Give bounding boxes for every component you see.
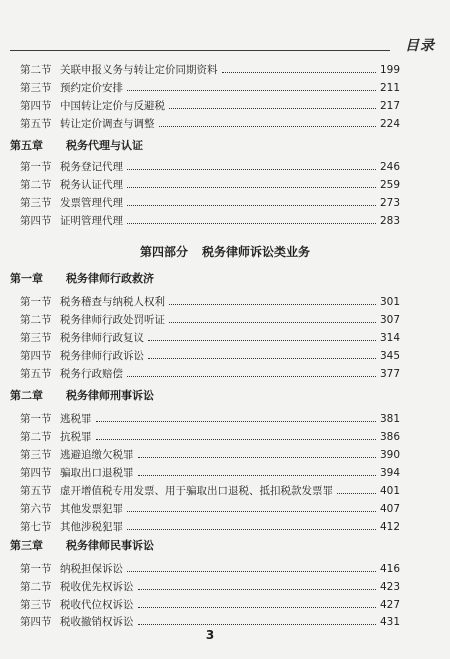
part-heading[interactable] xyxy=(0,244,450,260)
toc-entry[interactable] xyxy=(20,98,400,112)
toc-entry[interactable] xyxy=(20,348,400,362)
part-title: 税务律师诉讼类业务 xyxy=(202,245,311,259)
toc-section-title: 虚开增值税专用发票、用于骗取出口退税、抵扣税款发票罪 xyxy=(60,485,333,497)
toc-section-title: 纳税担保诉讼 xyxy=(60,563,123,575)
toc-page-number: 217 xyxy=(379,100,400,112)
dot-leader xyxy=(159,126,376,127)
toc-section-number: 第六节 xyxy=(20,503,52,515)
toc-page-number: 390 xyxy=(379,449,400,461)
toc-entry[interactable] xyxy=(20,483,400,497)
chapter-title: 税务代理与认证 xyxy=(66,139,143,152)
toc-section-number: 第三节 xyxy=(20,332,52,344)
toc-section-number: 第七节 xyxy=(20,521,52,533)
toc-entry[interactable] xyxy=(20,411,400,425)
chapter-title: 税务律师民事诉讼 xyxy=(66,539,154,552)
dot-leader xyxy=(127,187,376,188)
toc-page-number: 401 xyxy=(379,485,400,497)
toc-section-title: 税务律师行政复议 xyxy=(60,332,144,344)
dot-leader xyxy=(127,223,376,224)
toc-section-number: 第五节 xyxy=(20,118,52,130)
toc-entry[interactable] xyxy=(20,465,400,479)
toc-section-number: 第二节 xyxy=(20,431,52,443)
toc-section-number: 第四节 xyxy=(20,215,52,227)
toc-section-number: 第一节 xyxy=(20,563,52,575)
toc-section-number: 第三节 xyxy=(20,449,52,461)
toc-section-title: 转让定价调查与调整 xyxy=(60,118,155,130)
toc-page-number: 377 xyxy=(379,368,400,380)
dot-leader xyxy=(138,589,376,590)
dot-leader xyxy=(96,421,376,422)
part-number: 第四部分 xyxy=(139,245,188,259)
toc-section-number: 第三节 xyxy=(20,197,52,209)
toc-entry[interactable] xyxy=(20,561,400,575)
chapter-heading[interactable] xyxy=(10,539,154,553)
toc-page-number: 224 xyxy=(379,118,400,130)
dot-leader xyxy=(169,108,376,109)
dot-leader xyxy=(127,169,376,170)
toc-page-number: 314 xyxy=(379,332,400,344)
toc-page-number: 412 xyxy=(379,521,400,533)
toc-page-number: 273 xyxy=(379,197,400,209)
toc-section-number: 第一节 xyxy=(20,413,52,425)
toc-section-title: 逃避追缴欠税罪 xyxy=(60,449,134,461)
dot-leader xyxy=(148,358,376,359)
toc-section-number: 第三节 xyxy=(20,599,52,611)
toc-page-number: 259 xyxy=(379,179,400,191)
dot-leader xyxy=(222,72,376,73)
toc-entry[interactable] xyxy=(20,80,400,94)
toc-page-number: 386 xyxy=(379,431,400,443)
page-header-title: 目录 xyxy=(405,38,435,54)
toc-section-title: 税务行政赔偿 xyxy=(60,368,123,380)
chapter-number: 第一章 xyxy=(10,272,43,285)
dot-leader xyxy=(169,322,376,323)
toc-section-number: 第二节 xyxy=(20,179,52,191)
toc-entry[interactable] xyxy=(20,195,400,209)
toc-entry[interactable] xyxy=(20,294,400,308)
header-rule xyxy=(10,50,390,51)
dot-leader xyxy=(127,90,376,91)
toc-entry[interactable] xyxy=(20,213,400,227)
toc-section-title: 税务认证代理 xyxy=(60,179,123,191)
dot-leader xyxy=(138,607,376,608)
dot-leader xyxy=(127,511,376,512)
toc-section-number: 第三节 xyxy=(20,82,52,94)
chapter-heading[interactable] xyxy=(10,389,154,403)
toc-section-title: 证明管理代理 xyxy=(60,215,123,227)
toc-page-number: 307 xyxy=(379,314,400,326)
toc-section-number: 第二节 xyxy=(20,581,52,593)
toc-page-number: 246 xyxy=(379,161,400,173)
toc-section-number: 第五节 xyxy=(20,485,52,497)
toc-section-title: 预约定价安排 xyxy=(60,82,123,94)
toc-page-number: 381 xyxy=(379,413,400,425)
dot-leader xyxy=(96,439,376,440)
dot-leader xyxy=(127,376,376,377)
toc-section-number: 第五节 xyxy=(20,368,52,380)
toc-entry[interactable] xyxy=(20,62,400,76)
toc-section-number: 第四节 xyxy=(20,350,52,362)
toc-section-title: 关联申报义务与转让定价同期资料 xyxy=(60,64,218,76)
page-number: 3 xyxy=(205,628,215,642)
toc-entry[interactable] xyxy=(20,177,400,191)
toc-section-number: 第四节 xyxy=(20,467,52,479)
chapter-number: 第五章 xyxy=(10,139,43,152)
toc-section-title: 骗取出口退税罪 xyxy=(60,467,134,479)
toc-section-number: 第四节 xyxy=(20,616,52,628)
toc-entry[interactable] xyxy=(20,330,400,344)
toc-entry[interactable] xyxy=(20,312,400,326)
toc-section-number: 第一节 xyxy=(20,161,52,173)
toc-section-number: 第二节 xyxy=(20,64,52,76)
dot-leader xyxy=(138,624,376,625)
toc-page-number: 345 xyxy=(379,350,400,362)
toc-entry[interactable] xyxy=(20,501,400,515)
toc-section-title: 税务律师行政诉讼 xyxy=(60,350,144,362)
toc-section-title: 税收优先权诉讼 xyxy=(60,581,134,593)
toc-entry[interactable] xyxy=(20,116,400,130)
toc-section-title: 税务登记代理 xyxy=(60,161,123,173)
toc-section-title: 抗税罪 xyxy=(60,431,92,443)
toc-page-number: 301 xyxy=(379,296,400,308)
dot-leader xyxy=(148,340,376,341)
toc-page-number: 423 xyxy=(379,581,400,593)
chapter-title: 税务律师刑事诉讼 xyxy=(66,389,154,402)
toc-section-title: 税收代位权诉讼 xyxy=(60,599,134,611)
chapter-heading[interactable] xyxy=(10,139,143,153)
toc-entry[interactable] xyxy=(20,429,400,443)
toc-entry[interactable] xyxy=(20,366,400,380)
toc-section-number: 第四节 xyxy=(20,100,52,112)
toc-entry[interactable] xyxy=(20,447,400,461)
dot-leader xyxy=(337,493,376,494)
toc-page-number: 199 xyxy=(379,64,400,76)
toc-section-title: 税收撤销权诉讼 xyxy=(60,616,134,628)
toc-entry[interactable] xyxy=(20,159,400,173)
toc-section-number: 第二节 xyxy=(20,314,52,326)
toc-page-number: 431 xyxy=(379,616,400,628)
toc-page-number: 283 xyxy=(379,215,400,227)
chapter-number: 第三章 xyxy=(10,539,43,552)
toc-section-title: 其他涉税犯罪 xyxy=(60,521,123,533)
toc-entry[interactable] xyxy=(20,614,400,628)
toc-page-number: 211 xyxy=(379,82,400,94)
chapter-title: 税务律师行政救济 xyxy=(66,272,154,285)
toc-page-number: 407 xyxy=(379,503,400,515)
toc-section-title: 税务律师行政处罚听证 xyxy=(60,314,165,326)
toc-page-number: 427 xyxy=(379,599,400,611)
dot-leader xyxy=(127,571,376,572)
dot-leader xyxy=(127,205,376,206)
dot-leader xyxy=(138,475,376,476)
dot-leader xyxy=(138,457,376,458)
toc-entry[interactable] xyxy=(20,519,400,533)
dot-leader xyxy=(169,304,376,305)
toc-page-number: 416 xyxy=(379,563,400,575)
toc-page-number: 394 xyxy=(379,467,400,479)
toc-section-title: 发票管理代理 xyxy=(60,197,123,209)
toc-entry[interactable] xyxy=(20,579,400,593)
dot-leader xyxy=(127,529,376,530)
toc-section-title: 其他发票犯罪 xyxy=(60,503,123,515)
chapter-number: 第二章 xyxy=(10,389,43,402)
toc-section-number: 第一节 xyxy=(20,296,52,308)
toc-entry[interactable] xyxy=(20,597,400,611)
toc-section-title: 逃税罪 xyxy=(60,413,92,425)
chapter-heading[interactable] xyxy=(10,272,154,286)
toc-section-title: 税务稽查与纳税人权利 xyxy=(60,296,165,308)
toc-section-title: 中国转让定价与反避税 xyxy=(60,100,165,112)
